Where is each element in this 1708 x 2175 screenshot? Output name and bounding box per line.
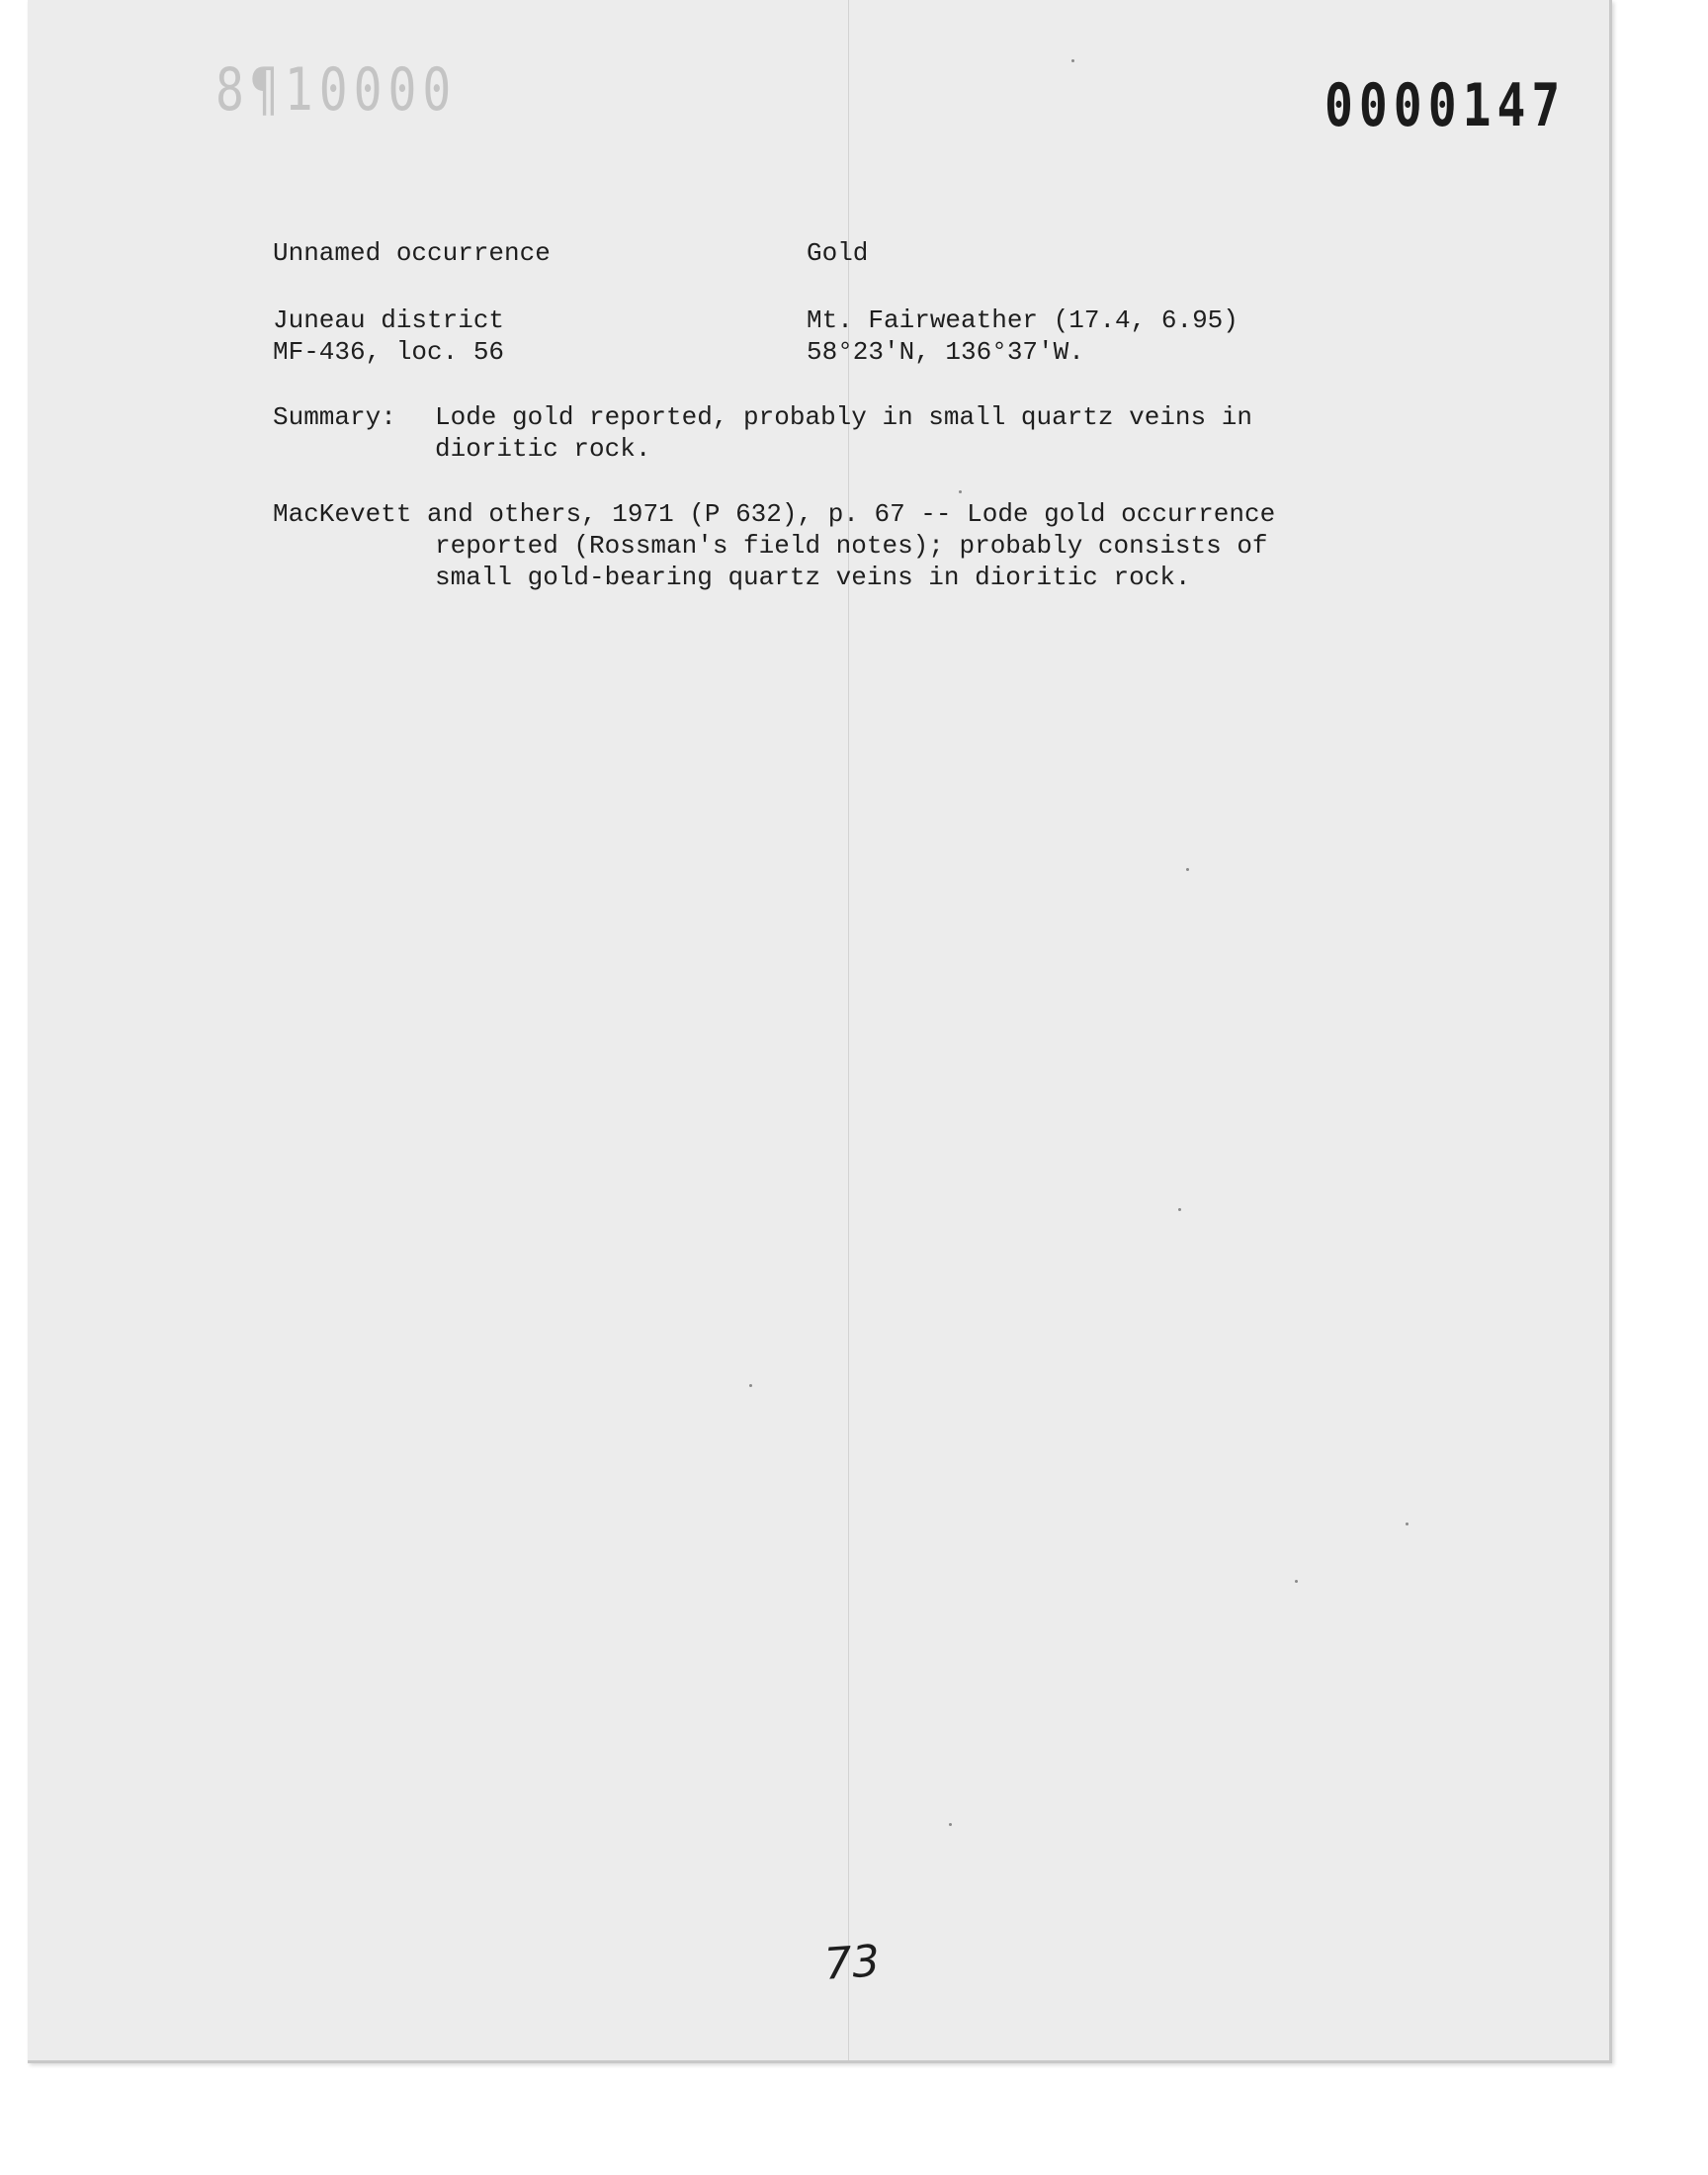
- scan-speck: [1406, 1522, 1409, 1525]
- district: Juneau district: [273, 305, 505, 335]
- summary-label: Summary:: [273, 402, 396, 432]
- scan-speck: [1071, 59, 1074, 62]
- commodity: Gold: [807, 238, 869, 268]
- document-page: [28, 0, 1612, 2063]
- occurrence-name: Unnamed occurrence: [273, 238, 551, 268]
- scan-speck: [1186, 868, 1189, 871]
- quadrangle: Mt. Fairweather (17.4, 6.95): [807, 305, 1238, 335]
- coordinates: 58°23'N, 136°37'W.: [807, 337, 1084, 367]
- reference-line-2: reported (Rossman's field notes); probably consists of: [435, 531, 1268, 561]
- faded-stamp-number: 8¶10000: [215, 55, 458, 125]
- scan-speck: [1295, 1580, 1298, 1583]
- scan-speck: [949, 1823, 952, 1826]
- scan-speck: [1178, 1208, 1181, 1211]
- page-number: 73: [822, 1936, 882, 1990]
- summary-line-2: dioritic rock.: [435, 434, 651, 464]
- document-stamp-number: 0000147: [1324, 71, 1567, 140]
- summary-line-1: Lode gold reported, probably in small quartz veins in: [435, 402, 1252, 432]
- scan-speck: [749, 1384, 752, 1387]
- reference-line-1: MacKevett and others, 1971 (P 632), p. 67 -- Lode gold occurrence: [273, 499, 1276, 529]
- map-reference: MF-436, loc. 56: [273, 337, 505, 367]
- reference-line-3: small gold-bearing quartz veins in dioritic rock.: [435, 563, 1191, 592]
- scan-speck: [959, 490, 962, 493]
